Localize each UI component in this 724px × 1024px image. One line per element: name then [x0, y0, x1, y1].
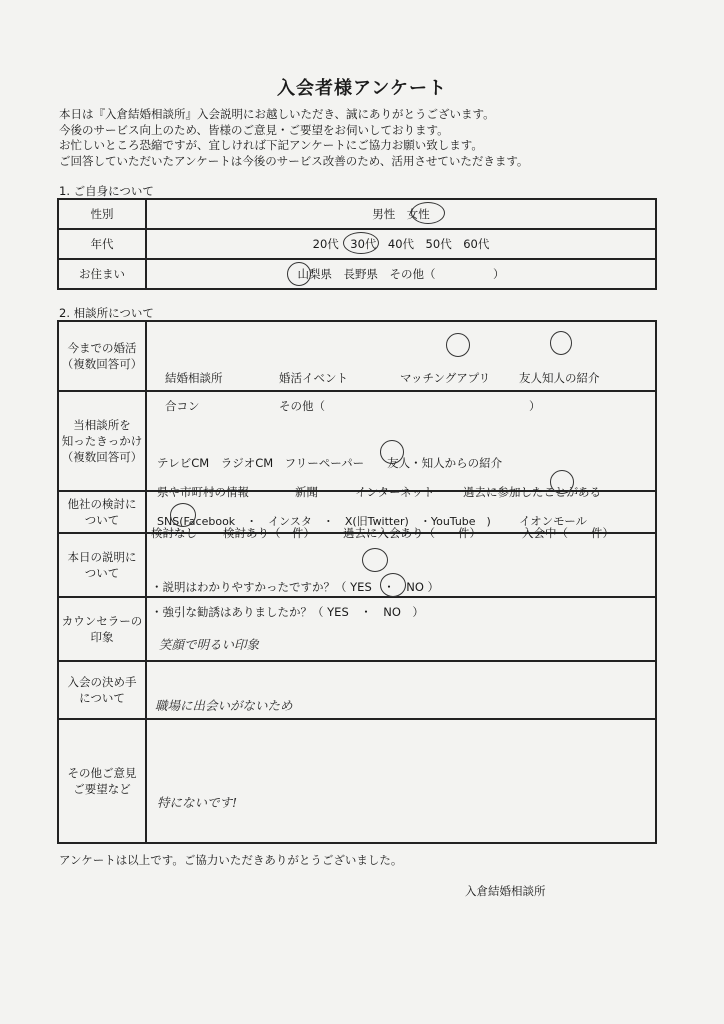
option-text: ）	[529, 399, 541, 413]
age-options-text: 20代 30代 40代 50代 60代	[312, 237, 490, 251]
answer-circle	[362, 548, 388, 572]
trigger-options[interactable]	[146, 391, 656, 528]
option-text: 結婚相談所	[165, 371, 223, 385]
counselor-label	[58, 597, 146, 661]
label-line: ついて	[84, 566, 120, 580]
section2-table	[57, 320, 657, 844]
answer-circle	[287, 262, 311, 286]
option-text: マッチングアプリ	[400, 371, 491, 385]
label-line: 知ったきっかけ	[61, 434, 143, 448]
option-text: テレビCM ラジオCM フリーペーパー 友人・知人からの紹介	[157, 456, 503, 470]
option-text: 過去に入会あり（ 件）	[343, 526, 481, 540]
label-line: 印象	[90, 630, 114, 644]
organization-name: 入倉結婚相談所	[465, 884, 546, 898]
section2-heading-text: 2. 相談所について	[59, 305, 158, 322]
label-line: ついて	[84, 513, 120, 527]
answer-circle	[380, 573, 406, 597]
answer-circle	[411, 202, 445, 224]
intro-text	[59, 107, 528, 169]
question-text: ・説明はわかりやすかったですか？（ YES ・ NO ）	[151, 580, 440, 594]
other-row	[58, 719, 656, 843]
intro-line: お忙しいところ恐縮ですが、宜しければ下記アンケートにご協力お願い致します。	[59, 138, 483, 152]
intro-line: 本日は『入倉結婚相談所』入会説明にお越しいただき、誠にありがとうございます。	[59, 107, 495, 121]
option-text: 合コン	[165, 399, 200, 413]
gender-options[interactable]	[146, 199, 656, 229]
gender-row	[58, 199, 656, 229]
label-line: 他社の検討に	[67, 497, 137, 511]
label-line: 今までの婚活	[67, 341, 137, 355]
gender-label: 性別	[58, 199, 146, 229]
answer-circle	[550, 470, 574, 494]
history-options[interactable]	[146, 321, 656, 413]
decision-label	[58, 661, 146, 719]
answer-circle	[380, 440, 404, 464]
residence-options[interactable]	[146, 259, 656, 289]
other-answer-field[interactable]	[146, 719, 656, 843]
residence-row	[58, 259, 656, 289]
age-options[interactable]	[146, 229, 656, 259]
decision-answer-field[interactable]	[146, 661, 656, 719]
handwritten-answer: 職場に出会いがないため	[155, 698, 293, 713]
section1-heading-text: 1. ご自身について	[59, 183, 158, 200]
gender-options-text: 男性 女性	[372, 207, 430, 221]
handwritten-answer: 特にないです!	[157, 795, 238, 810]
option-text: 婚活イベント	[279, 371, 348, 385]
other-label	[58, 719, 146, 843]
option-text: 入会中（ 件）	[522, 526, 614, 540]
option-text: 県や市町村の情報	[157, 485, 249, 499]
footer-text: アンケートは以上です。ご協力いただきありがとうございました。	[59, 853, 403, 867]
option-text: イオンモール	[519, 514, 587, 528]
question-text: ・強引な勧誘はありましたか？（ YES ・ NO ）	[151, 605, 424, 619]
label-line: ご要望など	[73, 782, 131, 796]
age-label: 年代	[58, 229, 146, 259]
explain-row	[58, 533, 656, 597]
residence-options-text: 山梨県 長野県 その他（ ）	[297, 267, 505, 281]
page-title: 入会者様アンケート	[277, 78, 447, 99]
decision-row	[58, 661, 656, 719]
handwritten-answer: 笑顔で明るい印象	[159, 637, 260, 652]
answer-circle	[343, 232, 379, 254]
label-line: について	[79, 691, 125, 705]
option-text: 友人知人の紹介	[519, 371, 600, 385]
answer-circle	[446, 333, 470, 357]
compare-label	[58, 491, 146, 533]
label-line: 当相談所を	[73, 418, 131, 432]
option-text: SNS(Facebook ・ インスタ ・ X(旧Twitter) ・YouTube )	[157, 515, 491, 528]
intro-line: 今後のサービス向上のため、皆様のご意見・ご要望をお伺いしております。	[59, 122, 449, 137]
option-text: 検討あり（ 件）	[223, 526, 315, 540]
answer-circle	[550, 331, 572, 355]
label-line: 入会の決め手	[67, 675, 137, 689]
intro-line: ご回答していただいたアンケートは今後のサービス改善のため、活用させていただきます。	[59, 153, 529, 168]
label-line: その他ご意見	[67, 766, 137, 780]
option-text: 検討なし	[151, 526, 197, 540]
answer-circle	[170, 503, 196, 527]
label-line: 本日の説明に	[67, 550, 137, 564]
option-text: インターネット	[355, 485, 435, 499]
label-line: カウンセラーの	[61, 614, 143, 628]
history-label	[58, 321, 146, 391]
option-text: 新聞	[295, 485, 318, 499]
label-line: （複数回答可）	[61, 450, 143, 464]
residence-label: お住まい	[58, 259, 146, 289]
option-text: その他（	[279, 399, 325, 413]
option-text: 過去に参加したことがある	[463, 485, 601, 499]
label-line: （複数回答可）	[61, 357, 143, 371]
explain-label	[58, 533, 146, 597]
trigger-label	[58, 391, 146, 491]
